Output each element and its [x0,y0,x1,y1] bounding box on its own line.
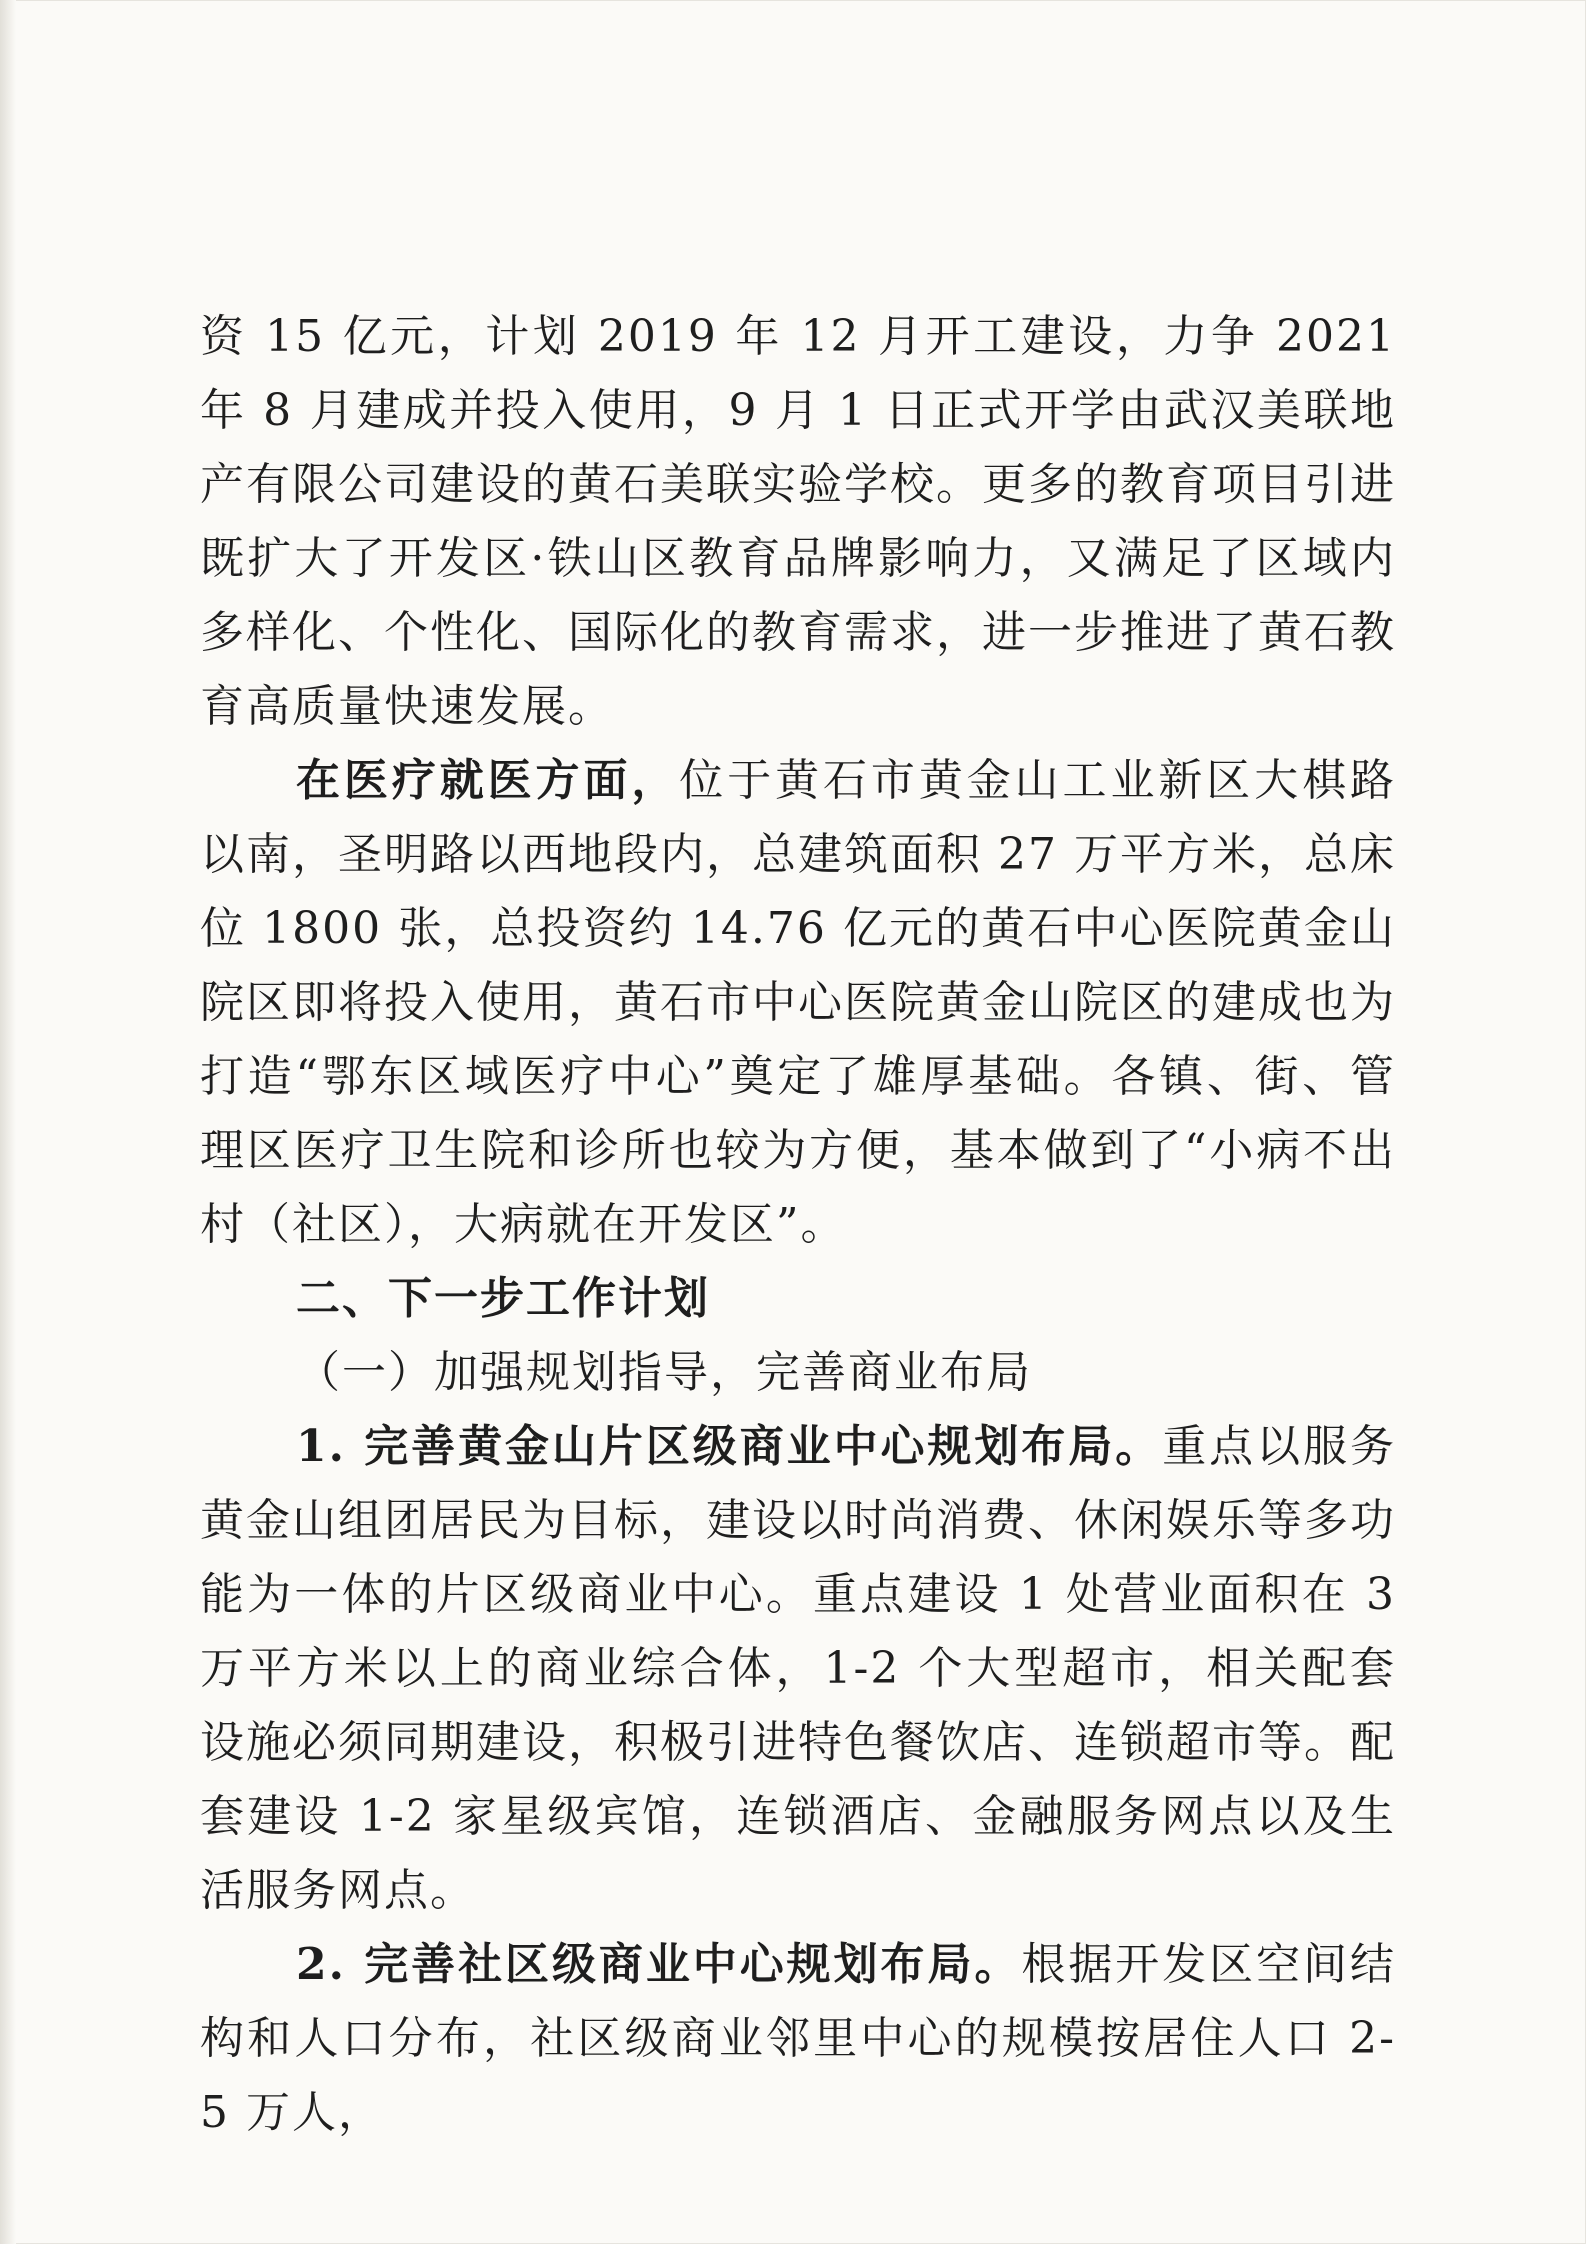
paragraph-education-continued [200,300,1396,744]
section-heading: 二、下一步工作计划 [296,1273,710,1324]
paragraph-text: 资 15 亿元，计划 2019 年 12 月开工建设，力争 2021 年 8 月建成并投入使用，9 月 1 日正式开学由武汉美联地产有限公司建设的黄石美联实验学校。更多的教育项目引进既扩大了开发区·铁山区教育品牌影响力，又满足了区域内多样化、个性化、国际化的教育需求，进一步推进了黄石教育高质量快速发展。 [200,311,1396,732]
list-item-lead: 1. 完善黄金山片区级商业中心规划布局。 [296,1421,1163,1472]
list-item-huangjinshan-plan [200,1410,1396,1928]
paragraph-medical [200,744,1396,1262]
scan-edge-shadow [0,0,16,2244]
paragraph-text: 位于黄石市黄金山工业新区大棋路以南，圣明路以西地段内，总建筑面积 27 万平方米，总床位 1800 张，总投资约 14.76 亿元的黄石中心医院黄金山院区即将投入使用，黄石市中心医院黄金山院区的建成也为打造“鄂东区域医疗中心”奠定了雄厚基础。各镇、街、管理区医疗卫生院和诊所也较为方便，基本做到了“小病不出村（社区），大病就在开发区”。 [200,755,1397,1250]
subsection-heading: （一）加强规划指导，完善商业布局 [296,1347,1032,1398]
list-item-community-plan [200,1928,1396,2150]
list-item-text: 根据开发区空间结构和人口分布，社区级商业邻里中心的规模按居住人口 2-5 万人， [200,1939,1396,2138]
document-body [200,300,1396,2150]
paragraph-lead-medical: 在医疗就医方面， [296,755,680,806]
list-item-text: 重点以服务黄金山组团居民为目标，建设以时尚消费、休闲娱乐等多功能为一体的片区级商业中心。重点建设 1 处营业面积在 3 万平方米以上的商业综合体，1-2 个大型超市，相关配套设施必须同期建设，积极引进特色餐饮店、连锁超市等。配套建设 1-2 家星级宾馆，连锁酒店、金融服务网点以及生活服务网点。 [200,1421,1396,1916]
list-item-lead: 2. 完善社区级商业中心规划布局。 [296,1939,1022,1990]
